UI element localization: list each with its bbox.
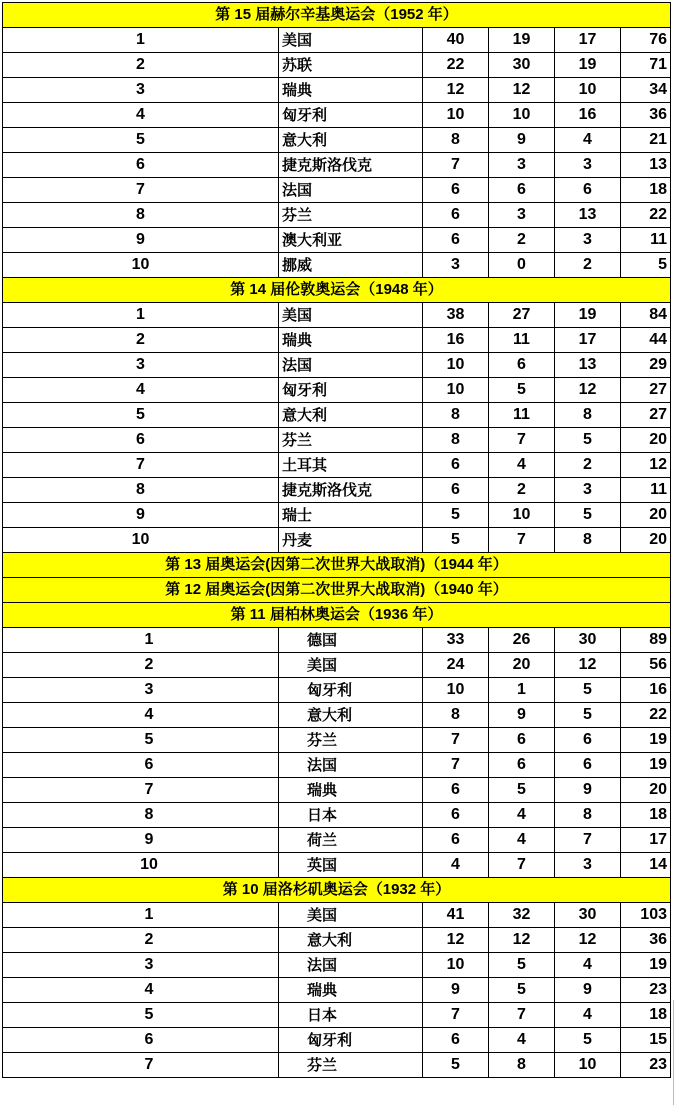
bronze-cell: 4 [555,1003,621,1028]
gold-cell: 16 [423,328,489,353]
silver-cell: 20 [489,653,555,678]
country-cell: 英国 [279,853,423,878]
country-cell: 苏联 [279,53,423,78]
gold-cell: 38 [423,303,489,328]
rank-cell: 1 [3,903,279,928]
country-cell: 瑞典 [279,328,423,353]
total-cell: 12 [621,453,671,478]
silver-cell: 7 [489,1003,555,1028]
country-cell: 意大利 [279,928,423,953]
table-row [3,753,671,778]
total-cell: 36 [621,928,671,953]
table-row [3,1003,671,1028]
gold-cell: 6 [423,203,489,228]
silver-cell: 3 [489,203,555,228]
total-cell: 34 [621,78,671,103]
section-header-row [3,603,671,628]
bronze-cell: 4 [555,953,621,978]
table-row [3,53,671,78]
silver-cell: 19 [489,28,555,53]
total-cell: 20 [621,503,671,528]
table-row [3,528,671,553]
gold-cell: 5 [423,1053,489,1078]
total-cell: 15 [621,1028,671,1053]
rank-cell: 7 [3,178,279,203]
rank-cell: 9 [3,828,279,853]
rank-cell: 3 [3,953,279,978]
silver-cell: 2 [489,478,555,503]
table-row [3,503,671,528]
silver-cell: 7 [489,428,555,453]
table-row [3,1028,671,1053]
total-cell: 36 [621,103,671,128]
gold-cell: 6 [423,828,489,853]
gold-cell: 8 [423,128,489,153]
rank-cell: 5 [3,403,279,428]
bronze-cell: 8 [555,803,621,828]
total-cell: 20 [621,428,671,453]
silver-cell: 6 [489,178,555,203]
table-row [3,1053,671,1078]
silver-cell: 7 [489,853,555,878]
bronze-cell: 19 [555,303,621,328]
table-row [3,853,671,878]
bronze-cell: 2 [555,253,621,278]
gold-cell: 10 [423,353,489,378]
table-row [3,953,671,978]
bronze-cell: 19 [555,53,621,78]
table-row [3,78,671,103]
gold-cell: 3 [423,253,489,278]
rank-cell: 5 [3,128,279,153]
table-row [3,228,671,253]
gold-cell: 6 [423,453,489,478]
bronze-cell: 9 [555,978,621,1003]
gold-cell: 24 [423,653,489,678]
table-row [3,153,671,178]
country-cell: 日本 [279,1003,423,1028]
section-title: 第 15 届赫尔辛基奥运会（1952 年） [3,3,671,28]
total-cell: 103 [621,903,671,928]
bronze-cell: 7 [555,828,621,853]
table-row [3,928,671,953]
country-cell: 土耳其 [279,453,423,478]
bronze-cell: 10 [555,78,621,103]
total-cell: 19 [621,753,671,778]
gold-cell: 5 [423,528,489,553]
gold-cell: 6 [423,228,489,253]
table-row [3,903,671,928]
country-cell: 德国 [279,628,423,653]
gold-cell: 7 [423,728,489,753]
total-cell: 13 [621,153,671,178]
gold-cell: 6 [423,178,489,203]
country-cell: 法国 [279,353,423,378]
section-title: 第 11 届柏林奥运会（1936 年） [3,603,671,628]
bronze-cell: 12 [555,378,621,403]
total-cell: 11 [621,478,671,503]
silver-cell: 1 [489,678,555,703]
section-header-row [3,3,671,28]
rank-cell: 4 [3,978,279,1003]
table-row [3,778,671,803]
medal-table [2,2,671,1078]
gold-cell: 10 [423,953,489,978]
country-cell: 美国 [279,303,423,328]
total-cell: 21 [621,128,671,153]
bronze-cell: 8 [555,403,621,428]
gold-cell: 8 [423,428,489,453]
country-cell: 意大利 [279,703,423,728]
bronze-cell: 17 [555,28,621,53]
medal-table-sheet [2,2,670,1078]
country-cell: 美国 [279,903,423,928]
silver-cell: 12 [489,928,555,953]
table-row [3,353,671,378]
silver-cell: 3 [489,153,555,178]
total-cell: 16 [621,678,671,703]
silver-cell: 5 [489,978,555,1003]
rank-cell: 2 [3,53,279,78]
rank-cell: 4 [3,103,279,128]
total-cell: 14 [621,853,671,878]
table-row [3,253,671,278]
silver-cell: 27 [489,303,555,328]
rank-cell: 1 [3,303,279,328]
gold-cell: 10 [423,103,489,128]
gold-cell: 22 [423,53,489,78]
country-cell: 匈牙利 [279,678,423,703]
rank-cell: 3 [3,678,279,703]
bronze-cell: 2 [555,453,621,478]
section-header-row [3,553,671,578]
total-cell: 18 [621,178,671,203]
rank-cell: 1 [3,628,279,653]
silver-cell: 2 [489,228,555,253]
table-row [3,978,671,1003]
total-cell: 23 [621,1053,671,1078]
bronze-cell: 8 [555,528,621,553]
bronze-cell: 17 [555,328,621,353]
gold-cell: 10 [423,678,489,703]
gold-cell: 10 [423,378,489,403]
total-cell: 5 [621,253,671,278]
table-row [3,803,671,828]
table-row [3,453,671,478]
silver-cell: 9 [489,128,555,153]
table-row [3,303,671,328]
table-row [3,828,671,853]
rank-cell: 8 [3,478,279,503]
rank-cell: 6 [3,428,279,453]
gold-cell: 7 [423,753,489,778]
bronze-cell: 13 [555,353,621,378]
silver-cell: 4 [489,453,555,478]
bronze-cell: 30 [555,903,621,928]
silver-cell: 6 [489,353,555,378]
total-cell: 22 [621,703,671,728]
gold-cell: 9 [423,978,489,1003]
gold-cell: 12 [423,928,489,953]
country-cell: 芬兰 [279,203,423,228]
country-cell: 瑞典 [279,78,423,103]
country-cell: 瑞典 [279,978,423,1003]
rank-cell: 10 [3,528,279,553]
bronze-cell: 30 [555,628,621,653]
section-title: 第 14 届伦敦奥运会（1948 年） [3,278,671,303]
country-cell: 芬兰 [279,728,423,753]
gold-cell: 6 [423,778,489,803]
silver-cell: 5 [489,953,555,978]
gold-cell: 6 [423,1028,489,1053]
rank-cell: 7 [3,778,279,803]
section-header-row [3,878,671,903]
bronze-cell: 3 [555,853,621,878]
bronze-cell: 5 [555,428,621,453]
country-cell: 澳大利亚 [279,228,423,253]
bronze-cell: 3 [555,153,621,178]
total-cell: 18 [621,803,671,828]
silver-cell: 11 [489,328,555,353]
silver-cell: 32 [489,903,555,928]
silver-cell: 8 [489,1053,555,1078]
silver-cell: 4 [489,828,555,853]
section-title: 第 13 届奥运会(因第二次世界大战取消)（1944 年） [3,553,671,578]
country-cell: 法国 [279,953,423,978]
total-cell: 76 [621,28,671,53]
rank-cell: 8 [3,803,279,828]
table-row [3,28,671,53]
rank-cell: 2 [3,928,279,953]
table-row [3,378,671,403]
gold-cell: 4 [423,853,489,878]
rank-cell: 1 [3,28,279,53]
silver-cell: 10 [489,503,555,528]
bronze-cell: 6 [555,178,621,203]
total-cell: 23 [621,978,671,1003]
table-row [3,703,671,728]
section-header-row [3,578,671,603]
country-cell: 挪威 [279,253,423,278]
rank-cell: 5 [3,728,279,753]
section-title: 第 12 届奥运会(因第二次世界大战取消)（1940 年） [3,578,671,603]
selection-edge-line [673,1000,674,1105]
section-header-row [3,278,671,303]
total-cell: 20 [621,528,671,553]
rank-cell: 4 [3,703,279,728]
rank-cell: 3 [3,78,279,103]
silver-cell: 12 [489,78,555,103]
gold-cell: 8 [423,703,489,728]
country-cell: 捷克斯洛伐克 [279,153,423,178]
bronze-cell: 9 [555,778,621,803]
rank-cell: 7 [3,1053,279,1078]
bronze-cell: 13 [555,203,621,228]
bronze-cell: 3 [555,228,621,253]
country-cell: 荷兰 [279,828,423,853]
rank-cell: 2 [3,328,279,353]
table-row [3,428,671,453]
gold-cell: 6 [423,803,489,828]
table-row [3,128,671,153]
country-cell: 法国 [279,753,423,778]
gold-cell: 41 [423,903,489,928]
rank-cell: 10 [3,853,279,878]
rank-cell: 3 [3,353,279,378]
total-cell: 17 [621,828,671,853]
rank-cell: 8 [3,203,279,228]
table-row [3,178,671,203]
rank-cell: 6 [3,753,279,778]
table-row [3,653,671,678]
country-cell: 日本 [279,803,423,828]
silver-cell: 6 [489,753,555,778]
silver-cell: 9 [489,703,555,728]
bronze-cell: 5 [555,1028,621,1053]
gold-cell: 6 [423,478,489,503]
silver-cell: 4 [489,1028,555,1053]
silver-cell: 30 [489,53,555,78]
silver-cell: 26 [489,628,555,653]
section-title: 第 10 届洛杉矶奥运会（1932 年） [3,878,671,903]
country-cell: 芬兰 [279,1053,423,1078]
table-row [3,203,671,228]
total-cell: 56 [621,653,671,678]
country-cell: 瑞士 [279,503,423,528]
bronze-cell: 6 [555,728,621,753]
rank-cell: 5 [3,1003,279,1028]
total-cell: 29 [621,353,671,378]
gold-cell: 7 [423,153,489,178]
country-cell: 意大利 [279,128,423,153]
total-cell: 89 [621,628,671,653]
rank-cell: 4 [3,378,279,403]
gold-cell: 8 [423,403,489,428]
bronze-cell: 10 [555,1053,621,1078]
rank-cell: 6 [3,1028,279,1053]
country-cell: 瑞典 [279,778,423,803]
table-row [3,728,671,753]
total-cell: 20 [621,778,671,803]
total-cell: 22 [621,203,671,228]
bronze-cell: 16 [555,103,621,128]
bronze-cell: 5 [555,678,621,703]
bronze-cell: 5 [555,503,621,528]
table-row [3,328,671,353]
rank-cell: 7 [3,453,279,478]
bronze-cell: 12 [555,928,621,953]
rank-cell: 9 [3,503,279,528]
total-cell: 27 [621,378,671,403]
rank-cell: 9 [3,228,279,253]
table-row [3,628,671,653]
rank-cell: 6 [3,153,279,178]
silver-cell: 11 [489,403,555,428]
table-row [3,103,671,128]
silver-cell: 10 [489,103,555,128]
bronze-cell: 6 [555,753,621,778]
total-cell: 84 [621,303,671,328]
total-cell: 18 [621,1003,671,1028]
silver-cell: 7 [489,528,555,553]
silver-cell: 5 [489,378,555,403]
rank-cell: 2 [3,653,279,678]
country-cell: 丹麦 [279,528,423,553]
bronze-cell: 5 [555,703,621,728]
gold-cell: 40 [423,28,489,53]
country-cell: 匈牙利 [279,378,423,403]
total-cell: 11 [621,228,671,253]
gold-cell: 7 [423,1003,489,1028]
country-cell: 匈牙利 [279,103,423,128]
bronze-cell: 4 [555,128,621,153]
total-cell: 27 [621,403,671,428]
silver-cell: 4 [489,803,555,828]
country-cell: 法国 [279,178,423,203]
total-cell: 71 [621,53,671,78]
total-cell: 19 [621,953,671,978]
silver-cell: 6 [489,728,555,753]
silver-cell: 5 [489,778,555,803]
gold-cell: 12 [423,78,489,103]
country-cell: 意大利 [279,403,423,428]
rank-cell: 10 [3,253,279,278]
medal-table-body [3,3,671,1078]
gold-cell: 5 [423,503,489,528]
table-row [3,403,671,428]
total-cell: 44 [621,328,671,353]
bronze-cell: 12 [555,653,621,678]
bronze-cell: 3 [555,478,621,503]
country-cell: 美国 [279,653,423,678]
country-cell: 美国 [279,28,423,53]
table-row [3,478,671,503]
silver-cell: 0 [489,253,555,278]
country-cell: 捷克斯洛伐克 [279,478,423,503]
gold-cell: 33 [423,628,489,653]
country-cell: 匈牙利 [279,1028,423,1053]
country-cell: 芬兰 [279,428,423,453]
table-row [3,678,671,703]
total-cell: 19 [621,728,671,753]
